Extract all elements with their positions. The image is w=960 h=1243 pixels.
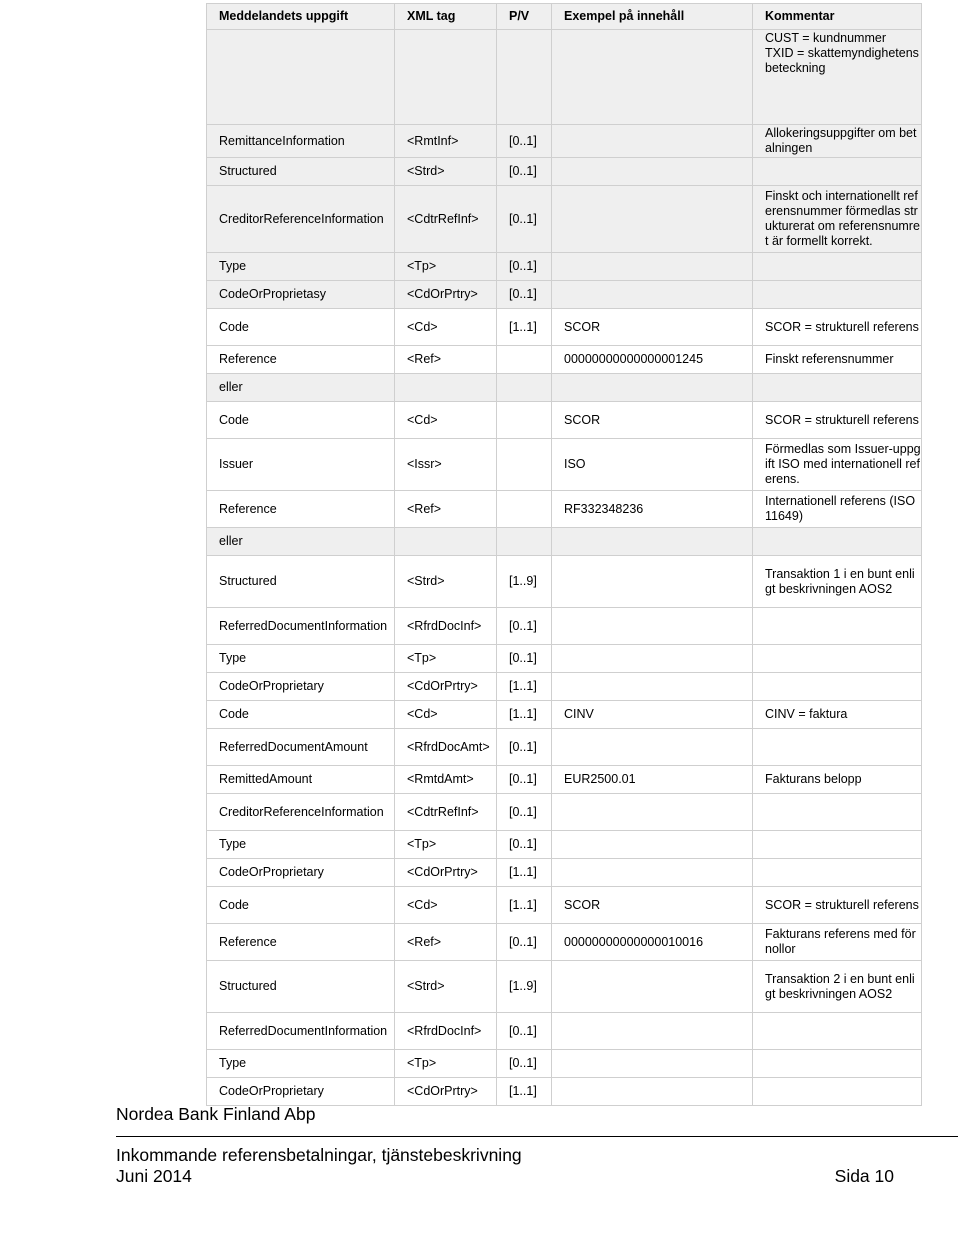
- cell-pv: [1..1]: [497, 859, 552, 887]
- table-row: [207, 186, 922, 253]
- cell-kommentar: [753, 374, 922, 402]
- cell-exempel: [552, 374, 753, 402]
- cell-xml-tag: <Strd>: [395, 158, 497, 186]
- column-header-kommentar: Kommentar: [753, 4, 922, 30]
- cell-uppgift: Type: [207, 1050, 395, 1078]
- cell-xml-tag: <Cd>: [395, 309, 497, 346]
- cell-pv: [1..1]: [497, 309, 552, 346]
- table-row: [207, 346, 922, 374]
- table-row: [207, 766, 922, 794]
- table-row: [207, 859, 922, 887]
- cell-xml-tag: <Ref>: [395, 346, 497, 374]
- footer-page-number: Sida 10: [834, 1166, 894, 1186]
- cell-kommentar: Finskt och internationellt referensnummer förmedlas strukturerat om referensnumret är formellt korrekt.: [753, 186, 922, 253]
- cell-exempel: [552, 608, 753, 645]
- cell-kommentar: Allokeringsuppgifter om betalningen: [753, 125, 922, 158]
- cell-kommentar: SCOR = strukturell referens: [753, 309, 922, 346]
- cell-xml-tag: <CdOrPrtry>: [395, 1078, 497, 1106]
- cell-exempel: [552, 125, 753, 158]
- cell-xml-tag: <CdOrPrtry>: [395, 673, 497, 701]
- cell-exempel: SCOR: [552, 402, 753, 439]
- cell-uppgift: Code: [207, 402, 395, 439]
- cell-pv: [0..1]: [497, 766, 552, 794]
- cell-xml-tag: [395, 528, 497, 556]
- table-row: [207, 887, 922, 924]
- cell-kommentar: [753, 729, 922, 766]
- cell-uppgift: Code: [207, 887, 395, 924]
- cell-uppgift: Reference: [207, 491, 395, 528]
- table-row: [207, 439, 922, 491]
- cell-kommentar: Förmedlas som Issuer-uppgift ISO med internationell referens.: [753, 439, 922, 491]
- cell-pv: [1..1]: [497, 1078, 552, 1106]
- cell-kommentar: [753, 528, 922, 556]
- table-row: [207, 125, 922, 158]
- cell-uppgift: Reference: [207, 346, 395, 374]
- cell-pv: [497, 439, 552, 491]
- cell-exempel: [552, 1078, 753, 1106]
- table-row: [207, 281, 922, 309]
- cell-uppgift: Structured: [207, 961, 395, 1013]
- cell-pv: [1..9]: [497, 961, 552, 1013]
- cell-pv: [497, 346, 552, 374]
- table-row: [207, 1013, 922, 1050]
- cell-pv: [1..1]: [497, 701, 552, 729]
- cell-xml-tag: <CdOrPrtry>: [395, 859, 497, 887]
- cell-exempel: 00000000000000010016: [552, 924, 753, 961]
- cell-xml-tag: <Issr>: [395, 439, 497, 491]
- table-row: [207, 1078, 922, 1106]
- cell-kommentar: [753, 608, 922, 645]
- cell-pv: [1..1]: [497, 673, 552, 701]
- cell-uppgift: CodeOrProprietary: [207, 859, 395, 887]
- cell-xml-tag: <Strd>: [395, 961, 497, 1013]
- table-row: [207, 701, 922, 729]
- cell-pv: [0..1]: [497, 253, 552, 281]
- cell-xml-tag: <Cd>: [395, 701, 497, 729]
- cell-exempel: [552, 794, 753, 831]
- cell-kommentar: Fakturans belopp: [753, 766, 922, 794]
- cell-xml-tag: [395, 30, 497, 125]
- table-row: [207, 831, 922, 859]
- table-row: [207, 729, 922, 766]
- cell-xml-tag: <CdOrPrtry>: [395, 281, 497, 309]
- cell-kommentar: SCOR = strukturell referens: [753, 402, 922, 439]
- cell-kommentar: [753, 794, 922, 831]
- table-row: [207, 158, 922, 186]
- cell-exempel: [552, 186, 753, 253]
- cell-uppgift: Structured: [207, 158, 395, 186]
- cell-exempel: [552, 528, 753, 556]
- cell-exempel: [552, 859, 753, 887]
- cell-kommentar: [753, 1078, 922, 1106]
- cell-xml-tag: <Tp>: [395, 831, 497, 859]
- cell-xml-tag: <RmtInf>: [395, 125, 497, 158]
- cell-kommentar: [753, 859, 922, 887]
- cell-uppgift: Type: [207, 831, 395, 859]
- cell-kommentar: Transaktion 1 i en bunt enligt beskrivningen AOS2: [753, 556, 922, 608]
- table-row: [207, 556, 922, 608]
- footer-divider: [116, 1136, 958, 1137]
- cell-kommentar: [753, 253, 922, 281]
- cell-uppgift: Code: [207, 309, 395, 346]
- cell-uppgift: ReferredDocumentInformation: [207, 608, 395, 645]
- cell-xml-tag: <Tp>: [395, 253, 497, 281]
- table-row: [207, 1050, 922, 1078]
- cell-xml-tag: <Cd>: [395, 887, 497, 924]
- column-header-pv: P/V: [497, 4, 552, 30]
- cell-uppgift: ReferredDocumentInformation: [207, 1013, 395, 1050]
- table-row: [207, 645, 922, 673]
- table-row: [207, 374, 922, 402]
- table-row: [207, 794, 922, 831]
- cell-exempel: [552, 673, 753, 701]
- table-row: [207, 673, 922, 701]
- cell-uppgift: CodeOrProprietary: [207, 1078, 395, 1106]
- cell-pv: [0..1]: [497, 924, 552, 961]
- cell-exempel: [552, 961, 753, 1013]
- cell-uppgift: CreditorReferenceInformation: [207, 794, 395, 831]
- table-row: [207, 309, 922, 346]
- cell-uppgift: Type: [207, 253, 395, 281]
- cell-pv: [497, 374, 552, 402]
- cell-uppgift: eller: [207, 374, 395, 402]
- specification-table: [206, 3, 922, 1106]
- cell-exempel: [552, 1013, 753, 1050]
- table-row: [207, 253, 922, 281]
- cell-kommentar: Internationell referens (ISO 11649): [753, 491, 922, 528]
- cell-exempel: [552, 556, 753, 608]
- cell-uppgift: RemittedAmount: [207, 766, 395, 794]
- cell-exempel: SCOR: [552, 887, 753, 924]
- cell-xml-tag: <RfrdDocAmt>: [395, 729, 497, 766]
- cell-xml-tag: <RfrdDocInf>: [395, 608, 497, 645]
- cell-xml-tag: <RmtdAmt>: [395, 766, 497, 794]
- cell-kommentar: CUST = kundnummer TXID = skattemyndighetens beteckning: [753, 30, 922, 125]
- table-row: [207, 402, 922, 439]
- column-header-uppgift: Meddelandets uppgift: [207, 4, 395, 30]
- footer-date: Juni 2014: [116, 1166, 192, 1186]
- cell-pv: [0..1]: [497, 1013, 552, 1050]
- cell-pv: [497, 528, 552, 556]
- cell-pv: [0..1]: [497, 186, 552, 253]
- cell-uppgift: Issuer: [207, 439, 395, 491]
- cell-exempel: [552, 831, 753, 859]
- cell-xml-tag: <Ref>: [395, 491, 497, 528]
- cell-kommentar: [753, 673, 922, 701]
- cell-uppgift: Code: [207, 701, 395, 729]
- cell-exempel: EUR2500.01: [552, 766, 753, 794]
- cell-exempel: [552, 1050, 753, 1078]
- cell-pv: [0..1]: [497, 1050, 552, 1078]
- cell-xml-tag: <RfrdDocInf>: [395, 1013, 497, 1050]
- cell-pv: [497, 402, 552, 439]
- cell-uppgift: CodeOrProprietary: [207, 673, 395, 701]
- cell-kommentar: [753, 158, 922, 186]
- cell-pv: [0..1]: [497, 608, 552, 645]
- cell-pv: [0..1]: [497, 645, 552, 673]
- table-row: [207, 924, 922, 961]
- footer-company-name: Nordea Bank Finland Abp: [116, 1104, 316, 1124]
- cell-uppgift: CreditorReferenceInformation: [207, 186, 395, 253]
- cell-uppgift: ReferredDocumentAmount: [207, 729, 395, 766]
- cell-pv: [0..1]: [497, 729, 552, 766]
- cell-kommentar: [753, 281, 922, 309]
- cell-xml-tag: <Cd>: [395, 402, 497, 439]
- cell-kommentar: Fakturans referens med förnollor: [753, 924, 922, 961]
- cell-pv: [0..1]: [497, 158, 552, 186]
- cell-uppgift: [207, 30, 395, 125]
- column-header-xml-tag: XML tag: [395, 4, 497, 30]
- cell-kommentar: [753, 831, 922, 859]
- cell-uppgift: eller: [207, 528, 395, 556]
- cell-uppgift: Structured: [207, 556, 395, 608]
- table-row: [207, 491, 922, 528]
- cell-kommentar: [753, 645, 922, 673]
- cell-exempel: SCOR: [552, 309, 753, 346]
- column-header-exempel: Exempel på innehåll: [552, 4, 753, 30]
- cell-xml-tag: <CdtrRefInf>: [395, 186, 497, 253]
- cell-exempel: [552, 158, 753, 186]
- cell-exempel: 00000000000000001245: [552, 346, 753, 374]
- cell-kommentar: Finskt referensnummer: [753, 346, 922, 374]
- cell-exempel: [552, 645, 753, 673]
- cell-uppgift: Type: [207, 645, 395, 673]
- cell-uppgift: RemittanceInformation: [207, 125, 395, 158]
- cell-uppgift: CodeOrProprietasy: [207, 281, 395, 309]
- cell-kommentar: [753, 1050, 922, 1078]
- cell-pv: [497, 491, 552, 528]
- cell-xml-tag: <Ref>: [395, 924, 497, 961]
- cell-pv: [0..1]: [497, 831, 552, 859]
- cell-xml-tag: <Tp>: [395, 645, 497, 673]
- footer-document-title: Inkommande referensbetalningar, tjänstebeskrivning: [116, 1145, 522, 1165]
- cell-pv: [1..1]: [497, 887, 552, 924]
- cell-xml-tag: <Tp>: [395, 1050, 497, 1078]
- cell-xml-tag: [395, 374, 497, 402]
- cell-exempel: RF332348236: [552, 491, 753, 528]
- cell-kommentar: [753, 1013, 922, 1050]
- table-row: [207, 30, 922, 125]
- cell-kommentar: CINV = faktura: [753, 701, 922, 729]
- cell-pv: [1..9]: [497, 556, 552, 608]
- table-row: [207, 528, 922, 556]
- cell-exempel: [552, 30, 753, 125]
- cell-exempel: ISO: [552, 439, 753, 491]
- cell-exempel: [552, 729, 753, 766]
- cell-xml-tag: <Strd>: [395, 556, 497, 608]
- cell-pv: [497, 30, 552, 125]
- table-row: [207, 961, 922, 1013]
- cell-pv: [0..1]: [497, 125, 552, 158]
- table-row: [207, 608, 922, 645]
- cell-kommentar: Transaktion 2 i en bunt enligt beskrivningen AOS2: [753, 961, 922, 1013]
- cell-xml-tag: <CdtrRefInf>: [395, 794, 497, 831]
- cell-exempel: CINV: [552, 701, 753, 729]
- cell-exempel: [552, 253, 753, 281]
- table-header-row: [207, 4, 922, 30]
- cell-pv: [0..1]: [497, 281, 552, 309]
- cell-uppgift: Reference: [207, 924, 395, 961]
- cell-pv: [0..1]: [497, 794, 552, 831]
- cell-exempel: [552, 281, 753, 309]
- cell-kommentar: SCOR = strukturell referens: [753, 887, 922, 924]
